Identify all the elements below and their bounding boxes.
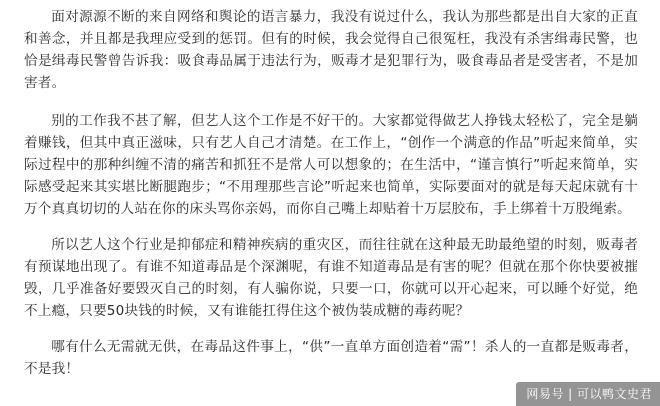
paragraph-1: 面对源源不断的来自网络和舆论的语言暴力，我没有说过什么，我认为那些都是出自大家的正直和善念，并且都是我理应受到的惩罚。但有的时候，我会觉得自己很冤枉，我没有杀害缉毒民警，也恰是缉毒民警曾告诉我：吸食毒品属于违法行为，贩毒才是犯罪行为，吸食毒品者是受害者，不是加害者。 (24, 9, 638, 91)
paragraph-4: 哪有什么无需就无供，在毒品这件事上，“供”一直单方面创造着“需”！杀人的一直都是贩毒者，不是我！ (24, 339, 638, 377)
paragraph-3: 所以艺人这个行业是抑郁症和精神疾病的重灾区，而往往就在这种最无助最绝望的时刻，贩毒者有预谋地出现了。有谁不知道毒品是个深渊呢，有谁不知道毒品是有害的呢？但就在那个你快要被摧毁，几乎准备好要毁灭自己的时刻，有人骗你说，只要一口，你就可以开心起来，可以睡个好觉，绝不上瘾，只要50块钱的时候，又有谁能扛得住这个被伪装成糖的毒药呢？ (24, 237, 638, 319)
paragraph-2: 别的工作我不甚了解，但艺人这个工作是不好干的。大家都觉得做艺人挣钱太轻松了，完全是躺着赚钱，但其中真正滋味，只有艺人自己才清楚。在工作上，“创作一个满意的作品”听起来简单，实际过程中的那种纠缠不清的痛苦和抓狂不是常人可以想象的；在生活中，“谨言慎行”听起来简单，实际感受起来其实堪比断腿跑步；“不用理那些言论”听起来也简单，实际要面对的就是每天起床就有十万个真真切切的人站在你的床头骂你亲妈，而你自己嘴上却贴着十万层胶布，手上绑着十万股绳索。 (24, 113, 638, 217)
source-watermark: 网易号 | 可以鸭文史君 (516, 382, 660, 406)
